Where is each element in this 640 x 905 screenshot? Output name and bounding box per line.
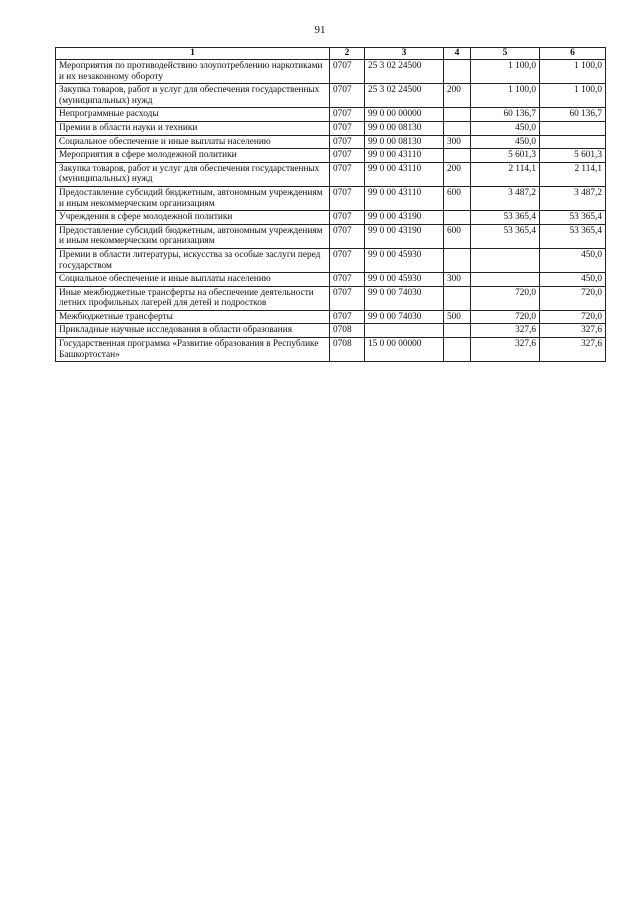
row-amount-2: 720,0	[540, 310, 606, 324]
row-vr	[444, 121, 471, 135]
row-name: Мероприятия в сфере молодежной политики	[56, 149, 330, 163]
row-csr: 99 0 00 45930	[365, 273, 444, 287]
row-name: Прикладные научные исследования в области образования	[56, 324, 330, 338]
row-amount-2: 450,0	[540, 273, 606, 287]
row-amount-2: 1 100,0	[540, 60, 606, 84]
row-name: Социальное обеспечение и иные выплаты населению	[56, 273, 330, 287]
row-name: Мероприятия по противодействию злоупотреблению наркотиками и их незаконному обороту	[56, 60, 330, 84]
row-amount-1: 1 100,0	[471, 84, 540, 108]
table-row	[56, 121, 606, 135]
row-csr: 99 0 00 74030	[365, 310, 444, 324]
table-row	[56, 248, 606, 272]
table-row	[56, 186, 606, 210]
column-header: 6	[540, 48, 606, 60]
table-row	[56, 84, 606, 108]
row-name: Учреждения в сфере молодежной политики	[56, 211, 330, 225]
row-amount-1: 5 601,3	[471, 149, 540, 163]
row-amount-2: 2 114,1	[540, 162, 606, 186]
table-row	[56, 310, 606, 324]
row-amount-1: 327,6	[471, 338, 540, 362]
row-amount-1: 720,0	[471, 286, 540, 310]
row-amount-2: 53 365,4	[540, 224, 606, 248]
row-amount-1	[471, 248, 540, 272]
table-row	[56, 108, 606, 122]
row-name: Непрограммные расходы	[56, 108, 330, 122]
row-amount-2: 720,0	[540, 286, 606, 310]
row-amount-2: 1 100,0	[540, 84, 606, 108]
row-csr: 99 0 00 43110	[365, 186, 444, 210]
row-csr: 99 0 00 74030	[365, 286, 444, 310]
table-row	[56, 135, 606, 149]
row-amount-1: 2 114,1	[471, 162, 540, 186]
row-section: 0707	[330, 310, 365, 324]
column-header: 4	[444, 48, 471, 60]
row-amount-2: 327,6	[540, 324, 606, 338]
row-vr	[444, 338, 471, 362]
row-vr: 600	[444, 224, 471, 248]
row-section: 0707	[330, 248, 365, 272]
row-vr	[444, 248, 471, 272]
row-vr: 200	[444, 162, 471, 186]
row-amount-2: 450,0	[540, 248, 606, 272]
row-section: 0707	[330, 108, 365, 122]
table-row	[56, 224, 606, 248]
row-section: 0708	[330, 324, 365, 338]
row-name: Государственная программа «Развитие образования в Республике Башкортостан»	[56, 338, 330, 362]
row-section: 0707	[330, 224, 365, 248]
row-name: Социальное обеспечение и иные выплаты населению	[56, 135, 330, 149]
header-row	[56, 48, 606, 60]
row-name: Предоставление субсидий бюджетным, автономным учреждениям и иным некоммерческим организациям	[56, 186, 330, 210]
row-amount-2: 3 487,2	[540, 186, 606, 210]
table-row	[56, 211, 606, 225]
row-csr: 99 0 00 00000	[365, 108, 444, 122]
row-section: 0707	[330, 121, 365, 135]
row-name: Предоставление субсидий бюджетным, автономным учреждениям и иным некоммерческим организациям	[56, 224, 330, 248]
row-csr: 99 0 00 45930	[365, 248, 444, 272]
row-vr: 200	[444, 84, 471, 108]
row-vr	[444, 60, 471, 84]
row-csr: 99 0 00 08130	[365, 121, 444, 135]
table-row	[56, 60, 606, 84]
row-vr: 500	[444, 310, 471, 324]
row-csr: 25 3 02 24500	[365, 60, 444, 84]
row-section: 0707	[330, 273, 365, 287]
row-vr	[444, 108, 471, 122]
row-vr	[444, 286, 471, 310]
row-vr	[444, 324, 471, 338]
row-name: Закупка товаров, работ и услуг для обеспечения государственных (муниципальных) нужд	[56, 162, 330, 186]
table-row	[56, 273, 606, 287]
column-header: 2	[330, 48, 365, 60]
column-header: 1	[56, 48, 330, 60]
row-name: Иные межбюджетные трансферты на обеспечение деятельности летних профильных лагерей для детей и подростков	[56, 286, 330, 310]
row-amount-1: 720,0	[471, 310, 540, 324]
row-name: Межбюджетные трансферты	[56, 310, 330, 324]
table-row	[56, 324, 606, 338]
column-header: 5	[471, 48, 540, 60]
row-amount-1: 1 100,0	[471, 60, 540, 84]
row-amount-1: 53 365,4	[471, 224, 540, 248]
row-vr	[444, 211, 471, 225]
row-amount-2: 53 365,4	[540, 211, 606, 225]
row-name: Премии в области науки и техники	[56, 121, 330, 135]
row-section: 0707	[330, 211, 365, 225]
table-row	[56, 162, 606, 186]
row-amount-1: 53 365,4	[471, 211, 540, 225]
row-section: 0707	[330, 186, 365, 210]
row-amount-1: 3 487,2	[471, 186, 540, 210]
column-header: 3	[365, 48, 444, 60]
row-amount-1: 450,0	[471, 121, 540, 135]
row-vr: 300	[444, 273, 471, 287]
row-amount-2: 5 601,3	[540, 149, 606, 163]
table-row	[56, 338, 606, 362]
row-section: 0707	[330, 286, 365, 310]
row-csr: 99 0 00 43190	[365, 224, 444, 248]
row-section: 0707	[330, 84, 365, 108]
row-csr: 99 0 00 43110	[365, 149, 444, 163]
row-section: 0708	[330, 338, 365, 362]
row-vr: 300	[444, 135, 471, 149]
row-csr: 99 0 00 43190	[365, 211, 444, 225]
row-section: 0707	[330, 162, 365, 186]
row-csr	[365, 324, 444, 338]
row-csr: 99 0 00 43110	[365, 162, 444, 186]
row-csr: 99 0 00 08130	[365, 135, 444, 149]
row-name: Закупка товаров, работ и услуг для обеспечения государственных (муниципальных) нужд	[56, 84, 330, 108]
row-vr	[444, 149, 471, 163]
row-amount-2: 327,6	[540, 338, 606, 362]
row-amount-1	[471, 273, 540, 287]
row-csr: 15 0 00 00000	[365, 338, 444, 362]
row-csr: 25 3 02 24500	[365, 84, 444, 108]
page-number: 91	[314, 24, 326, 36]
table-row	[56, 149, 606, 163]
row-name: Премии в области литературы, искусства за особые заслуги перед государством	[56, 248, 330, 272]
row-amount-2	[540, 121, 606, 135]
row-amount-1: 60 136,7	[471, 108, 540, 122]
row-vr: 600	[444, 186, 471, 210]
row-amount-2: 60 136,7	[540, 108, 606, 122]
row-amount-1: 327,6	[471, 324, 540, 338]
row-section: 0707	[330, 149, 365, 163]
row-amount-2	[540, 135, 606, 149]
budget-table	[55, 47, 606, 362]
table-row	[56, 286, 606, 310]
row-section: 0707	[330, 60, 365, 84]
row-amount-1: 450,0	[471, 135, 540, 149]
row-section: 0707	[330, 135, 365, 149]
